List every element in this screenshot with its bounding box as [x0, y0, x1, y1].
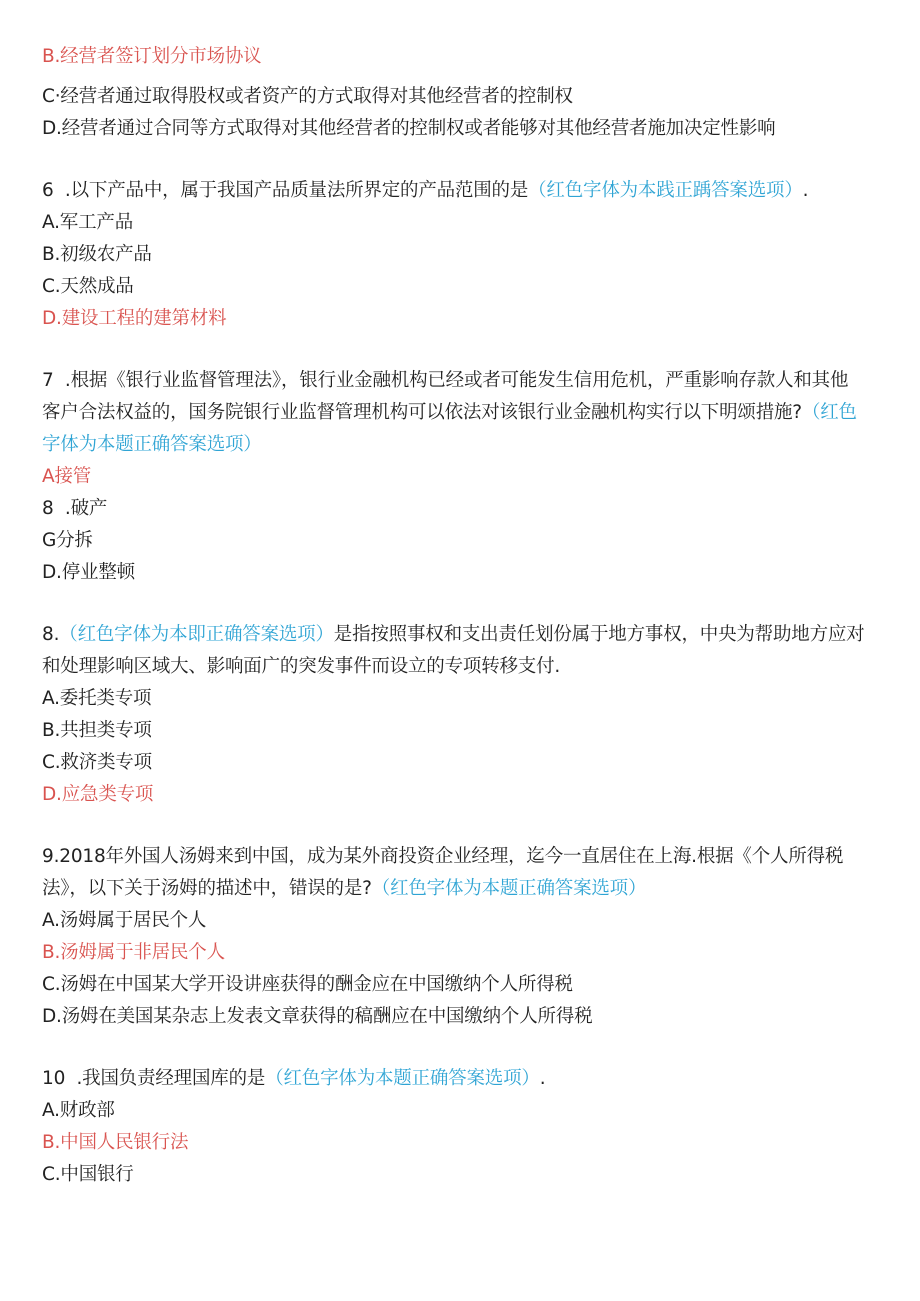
q7-stem-line1: 7 .根据《银行业监督管理法》，银行业金融机构已经或者可能发生信用危机，严重影响存款人和其他: [42, 370, 849, 391]
q10-stem-text: 10 .我国负责经理国库的是: [42, 1068, 266, 1089]
q8-number: 8.: [42, 624, 60, 645]
q8-option-a: A.委托类专项: [42, 688, 152, 709]
q5-option-c: C·经营者通过取得股权或者资产的方式取得对其他经营者的控制权: [42, 86, 573, 107]
q9-option-a: A.汤姆属于居民个人: [42, 910, 207, 931]
q6-answer-hint: （红色字体为本践正踽答案选项）: [528, 180, 803, 201]
q7-option-a-answer: A接管: [42, 466, 92, 487]
q8-stem-line1: [42, 619, 882, 651]
q6-stem-text: 6 .以下产品中，属于我国产品质量法所界定的产品范围的是: [42, 180, 529, 201]
q5-option-d: D.经营者通过合同等方式取得对其他经营者的控制权或者能够对其他经营者施加决定性影响: [42, 118, 776, 139]
q6-stem-tail: .: [802, 180, 809, 201]
q7-stem-line2-text: 客户合法权益的，国务院银行业监督管理机构可以依法对该银行业金融机构实行以下明颂措施?: [42, 402, 802, 423]
q8-option-b: B.共担类专项: [42, 720, 152, 741]
q9-stem-line1: 9.2018年外国人汤姆来到中国，成为某外商投资企业经理，迄今一直居住在上海.根据《个人所得税: [42, 846, 844, 867]
q9-option-c: C.汤姆在中国某大学开设讲座获得的酬金应在中国缴纳个人所得税: [42, 974, 573, 995]
q9-answer-hint: （红色字体为本题正确答案选项）: [371, 878, 647, 899]
q8-stem-line2: 和处理影响区域大、影响面广的突发事件而设立的专项转移支付.: [42, 656, 561, 677]
q7-option-d: D.停业整顿: [42, 562, 135, 583]
q7-option-b: 8 .破产: [42, 498, 108, 519]
q6-option-a: A.军工产品: [42, 212, 134, 233]
q8-answer-hint: （红色字体为本即正确答案选项）: [59, 624, 334, 645]
q7-answer-hint-part2: 字体为本题正确答案选项）: [42, 434, 262, 455]
q9-option-d: D.汤姆在美国某杂志上发表文章获得的稿酬应在中国缴纳个人所得税: [42, 1006, 593, 1027]
q6-option-c: C.天然成品: [42, 276, 134, 297]
q7-option-c: G分拆: [42, 530, 93, 551]
q9-stem-line2: [42, 873, 882, 905]
q10-stem-tail: .: [539, 1068, 546, 1089]
q8-option-d-answer: D.应急类专项: [42, 784, 154, 805]
q10-option-c: C.中国银行: [42, 1164, 134, 1185]
q10-option-a: A.财政部: [42, 1100, 115, 1121]
exam-page: [42, 41, 882, 1191]
q7-answer-hint-part1: （红色: [801, 402, 857, 423]
q9-stem-line2-text: 法》，以下关于汤姆的描述中，错误的是?: [42, 878, 372, 899]
q8-stem-line1-text: 是指按照事权和支出责任划份属于地方事权，中央为帮助地方应对: [333, 624, 865, 645]
q10-stem: [42, 1063, 882, 1095]
q9-option-b-answer: B.汤姆属于非居民个人: [42, 942, 225, 963]
q10-answer-hint: （红色字体为本题正确答案选项）: [265, 1068, 540, 1089]
q8-option-c: C.救济类专项: [42, 752, 152, 773]
q10-option-b-answer: B.中国人民银行法: [42, 1132, 189, 1153]
q7-stem-line2: [42, 397, 882, 429]
q5-option-b-answer: B.经营者签订划分市场协议: [42, 46, 262, 67]
q6-option-d-answer: D.建设工程的建第材料: [42, 308, 227, 329]
q6-stem: [42, 175, 882, 207]
q6-option-b: B.初级农产品: [42, 244, 152, 265]
